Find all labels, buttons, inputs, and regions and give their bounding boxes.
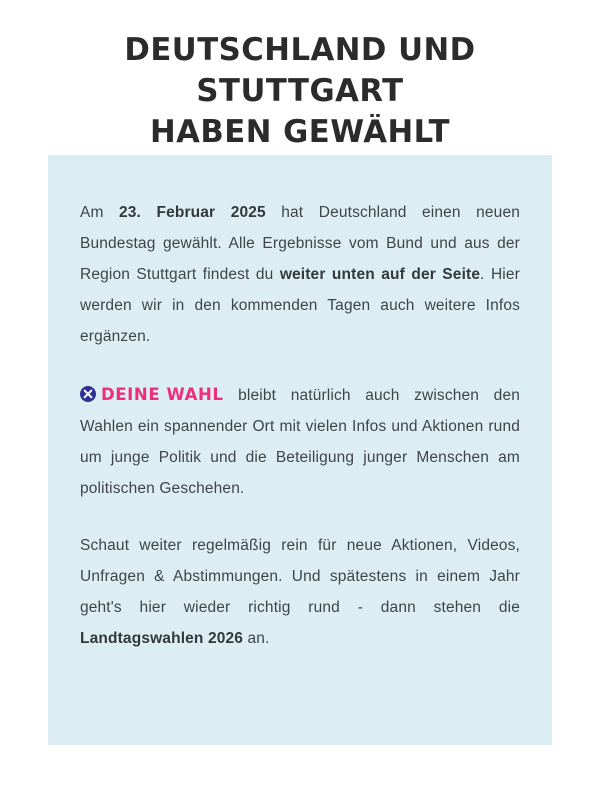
info-card xyxy=(48,155,552,745)
brand-label: DEINE WAHL xyxy=(101,385,224,404)
highlight-election-date: 23. Februar 2025 xyxy=(119,204,266,221)
page-title xyxy=(0,0,600,154)
brand-logo xyxy=(80,378,223,411)
deine-wahl-logo-icon xyxy=(80,386,96,402)
text-fragment: an. xyxy=(243,630,270,647)
text-fragment: bleibt natürlich auch zwischen den Wahlen ein spannender Ort mit vielen Infos und Aktionen rund um junge Politik und die Beteiligung junger Menschen am politischen Geschehen. xyxy=(80,387,520,497)
page-title-line-1: DEUTSCHLAND UND STUTTGART xyxy=(124,32,476,110)
paragraph-election-info xyxy=(80,197,520,352)
paragraph-brand-info xyxy=(80,378,520,504)
highlight-page-reference: weiter unten auf der Seite xyxy=(279,266,481,283)
page-title-line-2: HABEN GEWÄHLT xyxy=(149,114,451,151)
paragraph-outlook xyxy=(80,530,520,654)
text-fragment: . Hier werden wir in den kommenden Tagen auch weitere Infos ergänzen. xyxy=(80,266,520,345)
highlight-next-election: Landtagswahlen 2026 xyxy=(80,630,244,647)
text-fragment: Schaut weiter regelmäßig rein für neue Aktionen, Videos, Unfragen & Abstimmungen. Und spätestens in einem Jahr geht's hier wieder richtig rund - dann stehen die xyxy=(80,537,520,616)
text-fragment: Am xyxy=(80,204,120,221)
text-fragment: hat Deutschland einen neuen Bundestag gewählt. Alle Ergebnisse vom Bund und aus der Region Stuttgart findest du xyxy=(80,204,520,283)
